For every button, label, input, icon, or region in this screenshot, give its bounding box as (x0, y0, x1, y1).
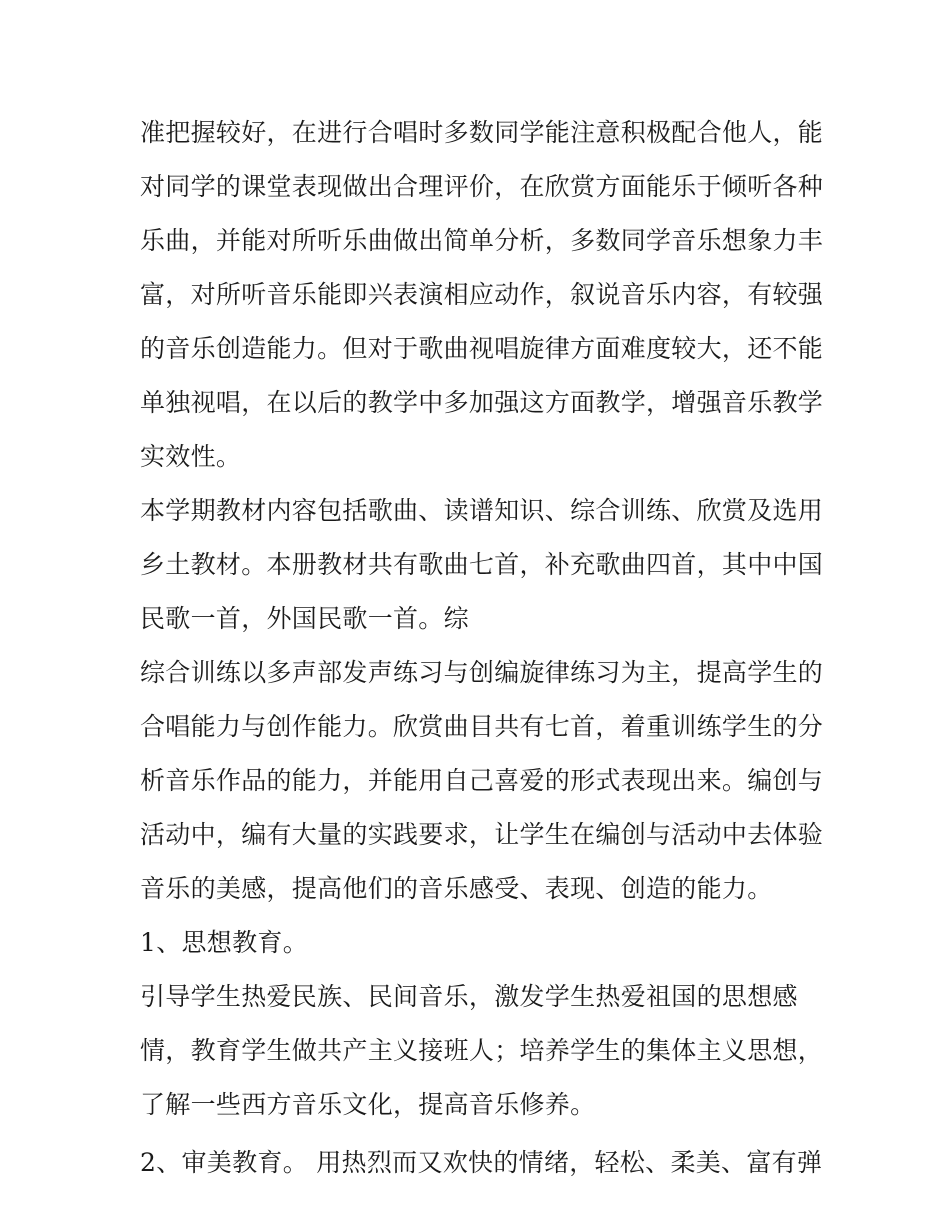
text-line: 的音乐创造能力。但对于歌曲视唱旋律方面难度较大，还不能 (140, 334, 824, 363)
text-line: 活动中，编有大量的实践要求，让学生在编创与活动中去体验 (140, 820, 824, 849)
text-line: 实效性。 (140, 442, 242, 471)
section-heading: 1、思想教育。 (140, 928, 309, 957)
text-line: 单独视唱，在以后的教学中多加强这方面教学，增强音乐教学 (140, 388, 824, 417)
text-line: 富，对所听音乐能即兴表演相应动作，叙说音乐内容，有较强 (140, 280, 824, 309)
section-heading: 2、审美教育。 用热烈而又欢快的情绪，轻松、柔美、富有弹 (140, 1148, 823, 1177)
text-line: 合唱能力与创作能力。欣赏曲目共有七首，着重训练学生的分 (140, 712, 824, 741)
text-line: 情，教育学生做共产主义接班人；培养学生的集体主义思想， (140, 1036, 824, 1065)
text-line: 乡土教材。本册教材共有歌曲七首，补充歌曲四首，其中中国 (140, 550, 824, 579)
text-line: 乐曲，并能对所听乐曲做出简单分析，多数同学音乐想象力丰 (140, 226, 824, 255)
text-line: 准把握较好，在进行合唱时多数同学能注意积极配合他人，能 (140, 118, 824, 147)
text-line: 民歌一首，外国民歌一首。综 (140, 604, 469, 633)
text-line: 了解一些西方音乐文化，提高音乐修养。 (140, 1090, 596, 1119)
text-line: 音乐的美感，提高他们的音乐感受、表现、创造的能力。 (140, 874, 773, 903)
text-line: 本学期教材内容包括歌曲、读谱知识、综合训练、欣赏及选用 (140, 496, 824, 525)
text-line: 析音乐作品的能力，并能用自己喜爱的形式表现出来。编创与 (140, 766, 824, 795)
text-line: 综合训练以多声部发声练习与创编旋律练习为主，提高学生的 (140, 658, 824, 687)
text-line: 对同学的课堂表现做出合理评价，在欣赏方面能乐于倾听各种 (140, 172, 824, 201)
body-text (140, 106, 824, 1190)
text-line: 引导学生热爱民族、民间音乐，激发学生热爱祖国的思想感 (140, 982, 798, 1011)
